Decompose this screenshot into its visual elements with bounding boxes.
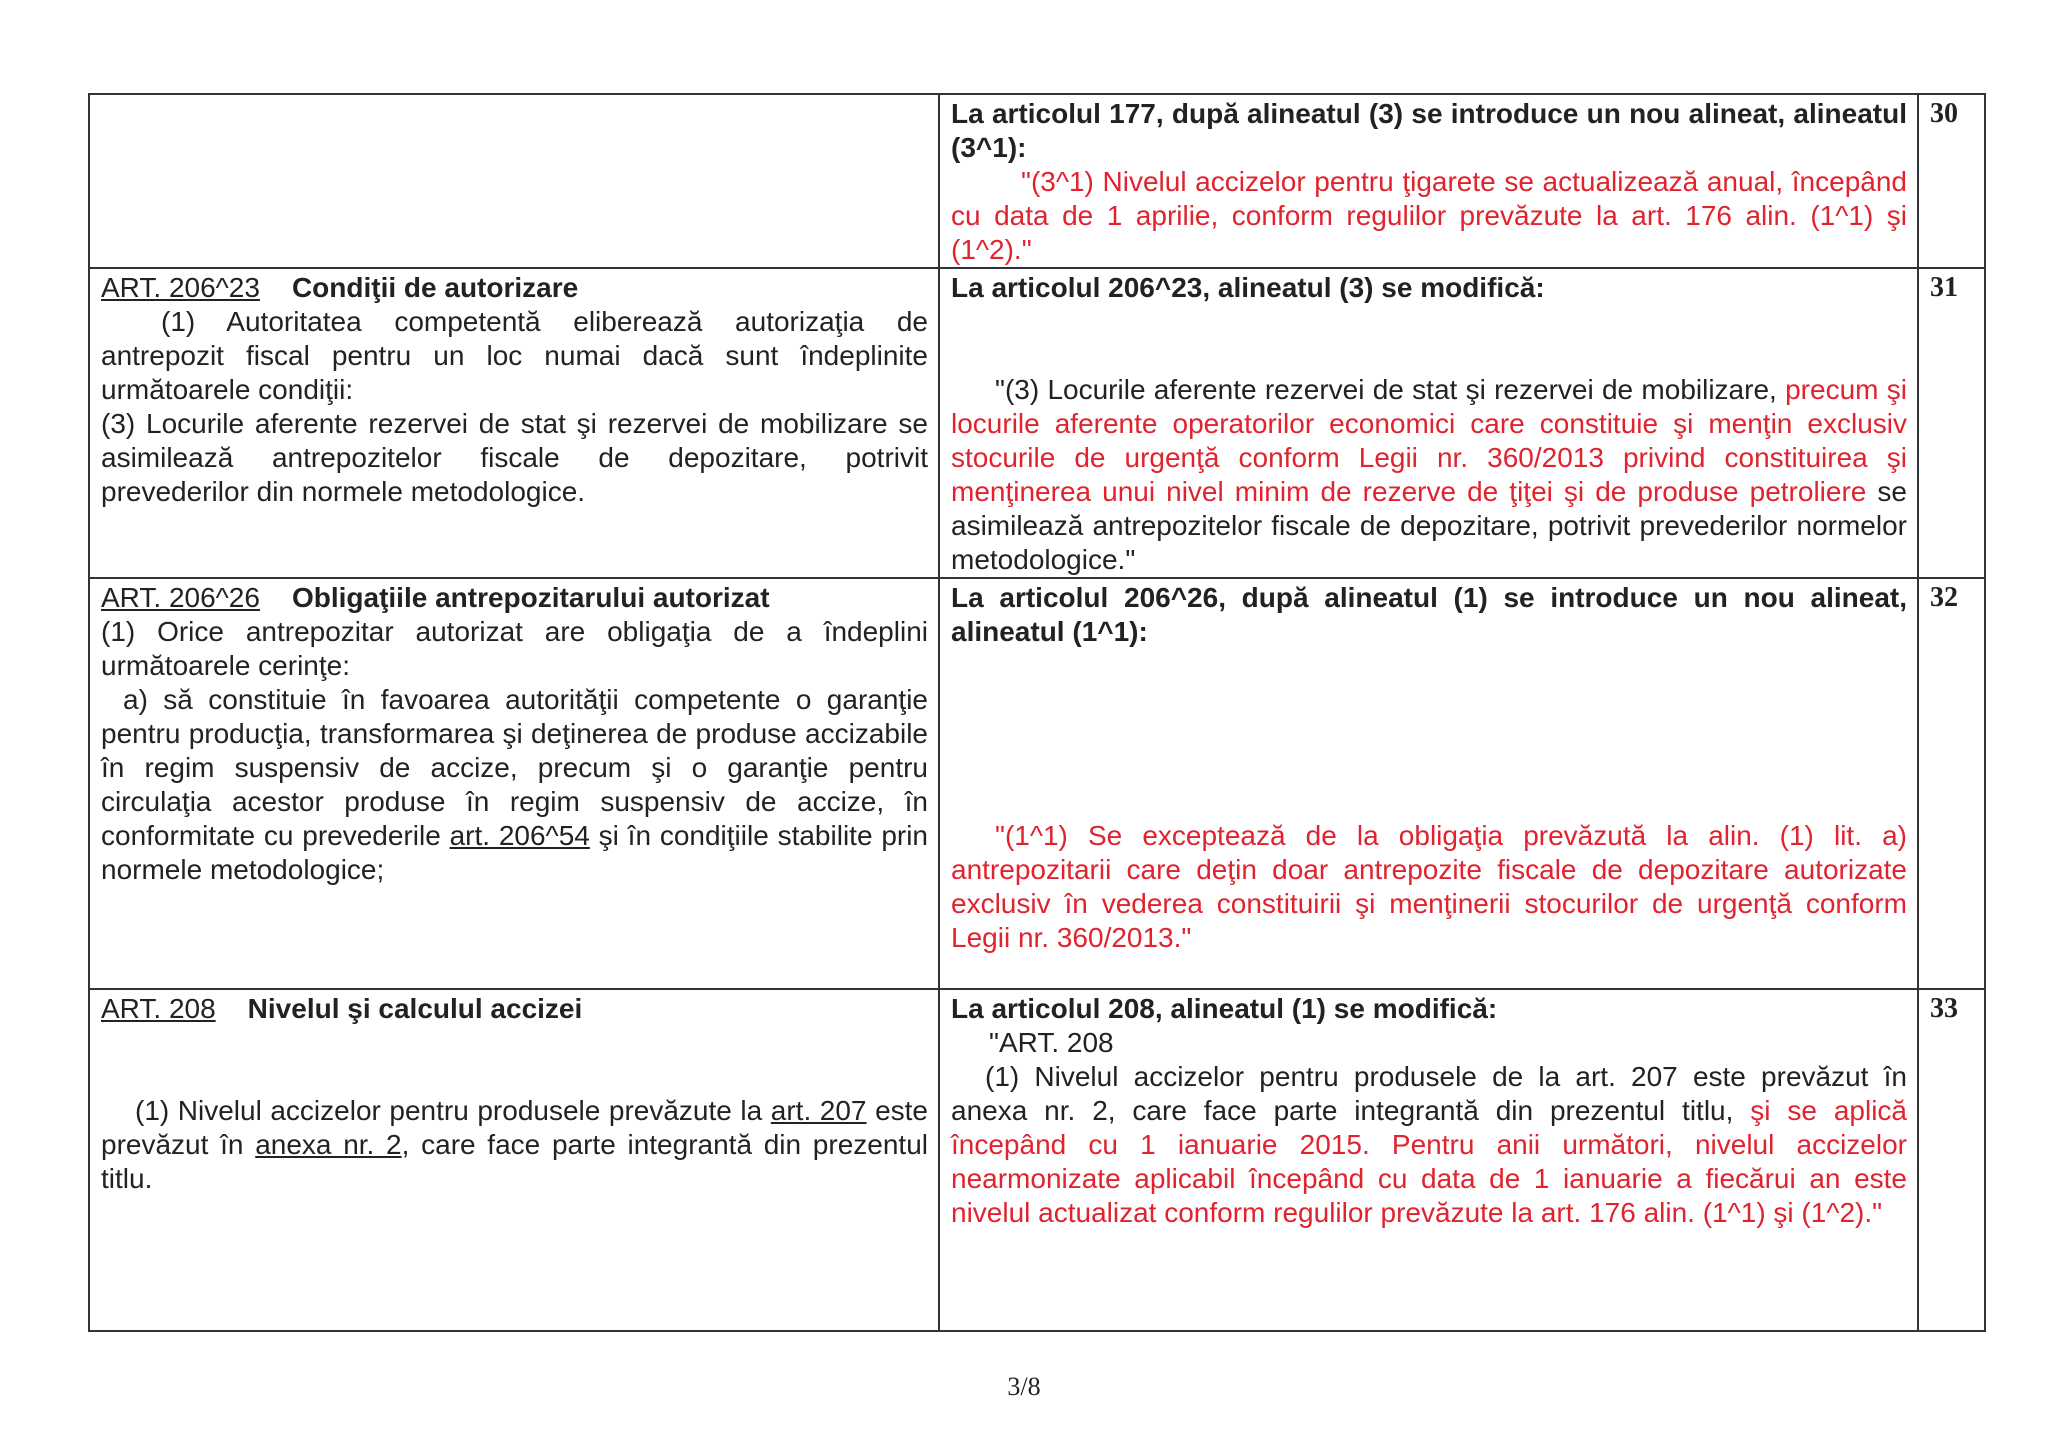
proposal-text: (1) Nivelul accizelor pentru produsele de la art. 207 este prevăzut în anexa nr. 2, care face parte integrantă din prezentul titlu, şi se aplică începând cu 1 ianuarie 2015. Pentru anii următori, nivelul accizelor nearmonizate aplicabil începând cu data de 1 ianuarie a fiecărui an este nivelul actualizat conform regulilor prevăzute la art. 176 alin. (1^1) şi (1^2)." — [951, 1061, 1908, 1228]
article-title: Condiţii de autorizare — [291, 272, 579, 303]
proposal-text: "(3^1) Nivelul accizelor pentru ţigarete se actualizează anual, începând cu data de 1 aprilie, conform regulilor prevăzute la art. 176 alin. (1^1) şi (1^2)." — [951, 166, 1907, 265]
proposal-heading: La articolul 206^23, alineatul (3) se modifică: — [951, 272, 1545, 303]
article-paragraph: a) să constituie în favoarea autorităţii competente o garanţie pentru producţia, transformarea şi deţinerea de produse accizabile în regim suspensiv de accize, precum şi o garanţie pentru circulaţia acestor produse în regim suspensiv de accize, în conformitate cu prevederile art. 206^54 şi în condiţiile stabilite prin normele metodologice; — [101, 684, 929, 885]
article-heading — [101, 581, 928, 615]
article-title: Obligaţiile antrepozitarului autorizat — [291, 582, 770, 613]
proposal-heading: La articolul 208, alineatul (1) se modifică: — [951, 993, 1498, 1024]
proposal-cell — [939, 94, 1918, 268]
article-paragraph: (1) Autoritatea competentă eliberează autorizaţia de antrepozit fiscal pentru un loc numai dacă sunt îndeplinite următoarele condiţii: — [101, 306, 928, 405]
proposal-text: "(1^1) Se exceptează de la obligaţia prevăzută la alin. (1) lit. a) antrepozitarii care deţin doar antrepozite fiscale de depozitare autorizate exclusiv în vederea constituirii şi menţinerii stocurilor de urgenţă conform Legii nr. 360/2013." — [951, 820, 1907, 953]
article-ref: ART. 206^23 — [101, 272, 260, 303]
article-ref: ART. 206^26 — [101, 582, 260, 613]
article-title: Nivelul şi calculul accizei — [247, 993, 583, 1024]
current-text-cell — [89, 94, 939, 268]
proposal-cell — [939, 989, 1918, 1331]
row-number: 33 — [1918, 989, 1985, 1331]
row-number: 30 — [1918, 94, 1985, 268]
article-heading — [101, 992, 928, 1026]
annex-link[interactable]: anexa nr. 2 — [255, 1129, 402, 1160]
row-number: 31 — [1918, 268, 1985, 578]
article-link[interactable]: art. 207 — [770, 1095, 867, 1126]
table-row — [89, 989, 1985, 1331]
current-text-cell — [89, 578, 939, 989]
proposal-cell — [939, 578, 1918, 989]
proposal-art: "ART. 208 — [989, 1027, 1114, 1058]
proposal-text: "(3) Locurile aferente rezervei de stat şi rezervei de mobilizare, precum şi locurile aferente operatorilor economici care constituie şi menţin exclusiv stocurile de urgenţă conform Legii nr. 360/2013 privind constituirea şi menţinerea unui nivel minim de rezerve de ţiţei şi de produse petroliere se asimilează antrepozitelor fiscale de depozitare, potrivit prevederilor normelor metodologice." — [951, 374, 1907, 575]
article-paragraph: (1) Nivelul accizelor pentru produsele prevăzute la art. 207 este prevăzut în anexa nr. 2, care face parte integrantă din prezentul titlu. — [101, 1095, 928, 1194]
article-heading — [101, 271, 928, 305]
article-paragraph: (1) Orice antrepozitar autorizat are obligaţia de a îndeplini următoarele cerinţe: — [101, 616, 928, 681]
table-row — [89, 268, 1985, 578]
comparison-table — [88, 93, 1986, 1332]
page-number: 3/8 — [1007, 1372, 1041, 1401]
current-text-cell — [89, 268, 939, 578]
table-row — [89, 94, 1985, 268]
article-ref: ART. 208 — [101, 993, 216, 1024]
table-row — [89, 578, 1985, 989]
current-text-cell — [89, 989, 939, 1331]
proposal-cell — [939, 268, 1918, 578]
proposal-heading: La articolul 206^26, după alineatul (1) se introduce un nou alineat, alineatul (1^1): — [951, 582, 1907, 647]
article-paragraph: (3) Locurile aferente rezervei de stat şi rezervei de mobilizare se asimilează antrepozitelor fiscale de depozitare, potrivit prevederilor din normele metodologice. — [101, 408, 928, 507]
row-number: 32 — [1918, 578, 1985, 989]
article-link[interactable]: art. 206^54 — [449, 820, 590, 851]
proposal-heading: La articolul 177, după alineatul (3) se introduce un nou alineat, alineatul (3^1): — [951, 98, 1907, 163]
